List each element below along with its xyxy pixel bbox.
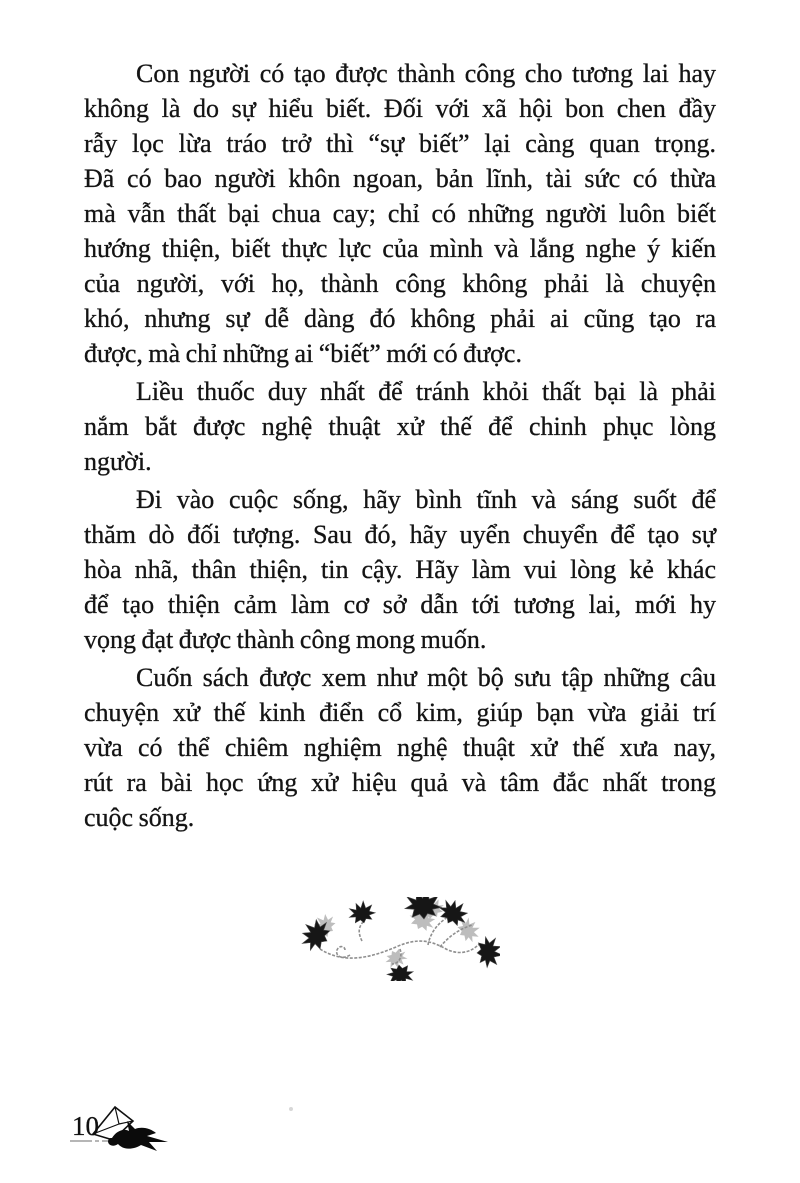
- paragraph: [84, 660, 716, 835]
- text-line: cuộc sống.: [84, 803, 195, 832]
- text-line: Con người có tạo được thành công cho tương lai hay: [136, 59, 716, 88]
- text-line: Cuốn sách được xem như một bộ sưu tập những câu: [136, 663, 716, 692]
- text-line: nắm bắt được nghệ thuật xử thế để chinh phục lòng: [84, 412, 716, 441]
- text-line: rẫy lọc lừa tráo trở thì “sự biết” lại càng quan trọng.: [84, 129, 716, 158]
- paragraph: [84, 482, 716, 657]
- text-line: Đi vào cuộc sống, hãy bình tĩnh và sáng suốt để: [136, 485, 716, 514]
- text-line: hòa nhã, thân thiện, tin cậy. Hãy làm vui lòng kẻ khác: [84, 555, 716, 584]
- text-line: vọng đạt được thành công mong muốn.: [84, 625, 487, 654]
- text-line: vừa có thể chiêm nghiệm nghệ thuật xử thế xưa nay,: [84, 733, 716, 762]
- text-line: hướng thiện, biết thực lực của mình và lắng nghe ý kiến: [84, 234, 716, 263]
- text-line: khó, nhưng sự dễ dàng đó không phải ai cũng tạo ra: [84, 304, 716, 333]
- text-line: người.: [84, 447, 152, 476]
- text-line: được, mà chỉ những ai “biết” mới có được.: [84, 339, 522, 368]
- text-line: thăm dò đối tượng. Sau đó, hãy uyển chuyển để tạo sự: [84, 520, 716, 549]
- paragraph: [84, 374, 716, 479]
- footer-mark: [65, 1094, 225, 1156]
- text-block: [84, 56, 716, 838]
- text-line: để tạo thiện cảm làm cơ sở dẫn tới tương lai, mới hy: [84, 590, 716, 619]
- text-line: rút ra bài học ứng xử hiệu quả và tâm đắc nhất trong: [84, 768, 716, 797]
- text-line: Đã có bao người khôn ngoan, bản lĩnh, tài sức có thừa: [84, 164, 716, 193]
- text-line: chuyện xử thế kinh điển cổ kim, giúp bạn vừa giải trí: [84, 698, 716, 727]
- page-number: 10: [72, 1111, 99, 1141]
- paragraph: [84, 56, 716, 371]
- floral-vine-ornament: [300, 897, 500, 981]
- text-line: không là do sự hiểu biết. Đối với xã hội bon chen đầy: [84, 94, 716, 123]
- text-line: của người, với họ, thành công không phải là chuyện: [84, 269, 716, 298]
- text-line: Liều thuốc duy nhất để tránh khỏi thất bại là phải: [136, 377, 716, 406]
- scan-speck: [289, 1107, 293, 1111]
- text-line: mà vẫn thất bại chua cay; chỉ có những người luôn biết: [84, 199, 716, 228]
